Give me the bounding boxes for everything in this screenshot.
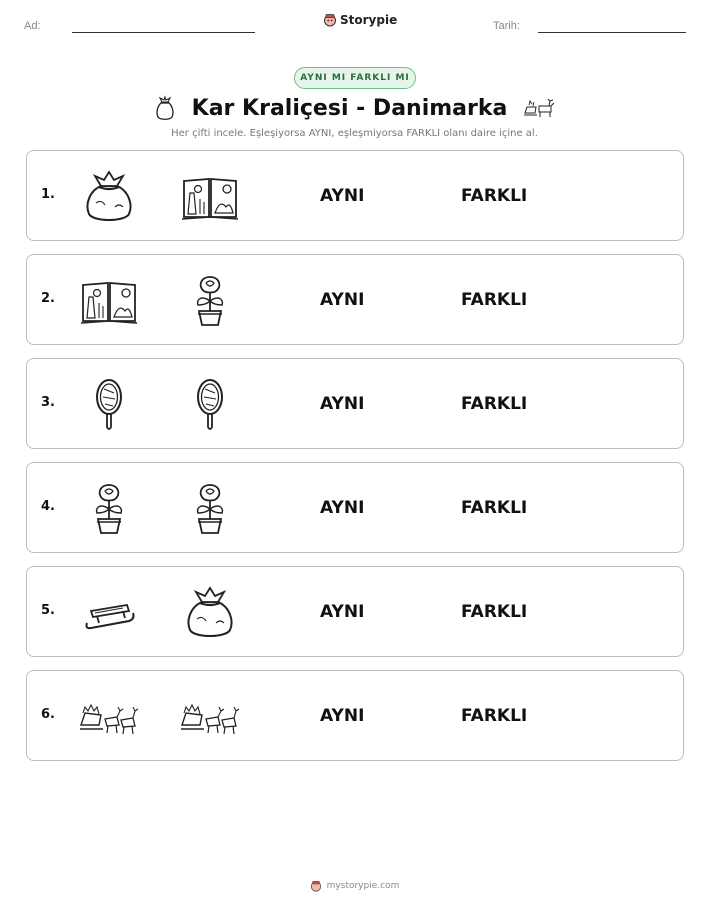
storybook-icon — [180, 169, 240, 225]
reindeer-sleigh-icon — [180, 689, 240, 745]
option-different[interactable]: FARKLI — [461, 186, 528, 206]
item-row — [26, 462, 684, 553]
date-field-line[interactable] — [538, 32, 686, 33]
option-different[interactable]: FARKLI — [461, 394, 528, 414]
option-different[interactable]: FARKLI — [461, 706, 528, 726]
item-row — [26, 150, 684, 241]
option-same[interactable]: AYNI — [320, 602, 365, 622]
potted-rose-icon — [180, 273, 240, 329]
option-different[interactable]: FARKLI — [461, 290, 528, 310]
storybook-icon — [79, 273, 139, 329]
potted-rose-icon — [180, 481, 240, 537]
footer — [0, 880, 709, 892]
name-field-line[interactable] — [72, 32, 255, 33]
option-same[interactable]: AYNI — [320, 290, 365, 310]
item-number: 3. — [41, 395, 55, 410]
option-same[interactable]: AYNI — [320, 498, 365, 518]
sled-icon — [79, 585, 139, 641]
option-same[interactable]: AYNI — [320, 186, 365, 206]
sack-icon — [154, 95, 176, 121]
item-number: 4. — [41, 499, 55, 514]
item-row — [26, 254, 684, 345]
storypie-mascot-icon — [310, 880, 322, 892]
option-different[interactable]: FARKLI — [461, 602, 528, 622]
worksheet-type-badge: AYNI MI FARKLI MI — [294, 67, 416, 89]
hand-mirror-icon — [79, 377, 139, 433]
storypie-mascot-icon — [323, 13, 337, 27]
item-number: 1. — [41, 187, 55, 202]
page-title: Kar Kraliçesi - Danimarka — [191, 95, 508, 121]
date-label: Tarih: — [493, 20, 520, 32]
name-label: Ad: — [24, 20, 41, 32]
item-row — [26, 670, 684, 761]
hand-mirror-icon — [180, 377, 240, 433]
sack-icon — [180, 585, 240, 641]
reindeer-sleigh-icon — [79, 689, 139, 745]
item-row — [26, 566, 684, 657]
option-different[interactable]: FARKLI — [461, 498, 528, 518]
option-same[interactable]: AYNI — [320, 394, 365, 414]
instructions: Her çifti incele. Eşleşiyorsa AYNI, eşleşmiyorsa FARKLI olanı daire içine al. — [171, 128, 538, 139]
item-number: 2. — [41, 291, 55, 306]
option-same[interactable]: AYNI — [320, 706, 365, 726]
brand-name: Storypie — [340, 13, 398, 27]
brand-logo — [323, 13, 397, 27]
title-row — [0, 90, 709, 126]
footer-url[interactable]: mystorypie.com — [326, 881, 400, 891]
reindeer-sleigh-icon — [523, 97, 555, 119]
potted-rose-icon — [79, 481, 139, 537]
item-number: 5. — [41, 603, 55, 618]
sack-icon — [79, 169, 139, 225]
item-row — [26, 358, 684, 449]
item-number: 6. — [41, 707, 55, 722]
